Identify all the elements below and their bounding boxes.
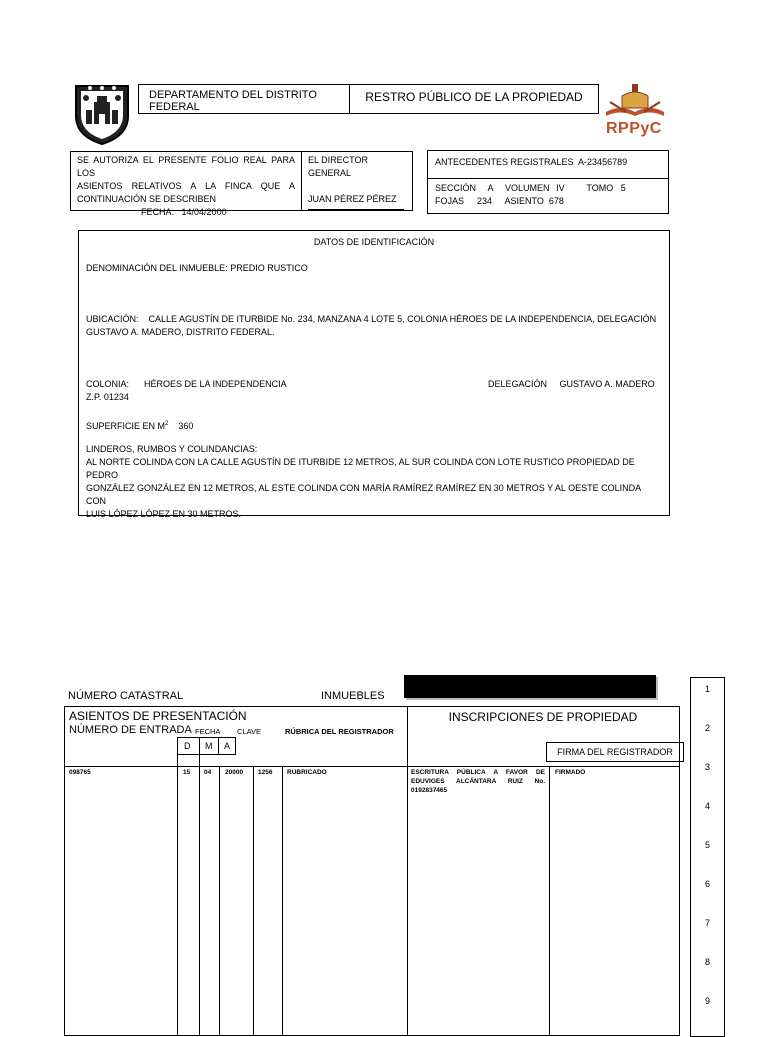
line-number: 5: [704, 840, 710, 850]
clave-cell: 1256: [258, 769, 273, 776]
column-divider: [549, 767, 550, 1035]
rubrica-header: RÚBRICA DEL REGISTRADOR: [285, 727, 394, 736]
dma-box: [177, 737, 236, 755]
delegacion-label: DELEGACIÓN: [488, 379, 548, 389]
authorization-box: [70, 151, 302, 217]
tomo-label: TOMO: [586, 183, 614, 193]
book-crest-icon: [600, 82, 670, 120]
colonia-label: COLONIA:: [86, 379, 130, 389]
asientos-title: ASIENTOS DE PRESENTACIÓN: [69, 709, 247, 723]
inscripcion-line3: 0192837465: [411, 787, 448, 794]
entrada-cell: 098765: [69, 769, 91, 776]
linderos-line3: LUIS LÓPEZ LÓPEZ EN 30 METROS.: [86, 509, 242, 519]
fojas-row: [435, 195, 665, 208]
line-number: 6: [704, 879, 710, 889]
rppyc-logo: [600, 82, 670, 142]
mes-header: M: [205, 741, 213, 751]
tomo-value: 5: [620, 183, 626, 193]
numero-catastral-label: NÚMERO CATASTRAL: [68, 690, 184, 702]
superficie-label: SUPERFICIE EN M: [86, 421, 166, 431]
authorization-date-row: [77, 206, 295, 219]
line-number: 4: [704, 801, 710, 811]
column-divider: [253, 767, 254, 1035]
director-box: [301, 151, 413, 211]
authorization-line3: CONTINUACIÓN SE DESCRIBEN: [77, 194, 217, 204]
column-divider: [282, 767, 283, 1035]
asiento-label: ASIENTO: [504, 196, 544, 206]
denominacion: DENOMINACIÓN DEL INMUEBLE: PREDIO RUSTICO: [86, 263, 308, 273]
inmuebles-label: INMUEBLES: [321, 690, 385, 702]
column-divider: [199, 737, 200, 1035]
delegacion-value: GUSTAVO A. MADERO: [559, 379, 655, 389]
registry-title: RESTRO PÚBLICO DE LA PROPIEDAD: [365, 90, 583, 104]
inscripcion-cell: [411, 768, 545, 795]
anio-cell: 20000: [225, 769, 244, 776]
dia-cell: 15: [183, 769, 191, 776]
department-box: [138, 84, 350, 114]
asiento-value: 678: [548, 196, 564, 206]
colonia-value: HÉROES DE LA INDEPENDENCIA: [144, 379, 287, 389]
line-number: 2: [704, 723, 710, 733]
line-number-column: [690, 677, 725, 1037]
antecedentes-box: [427, 150, 669, 214]
antecedentes-value: A-23456789: [578, 157, 628, 167]
identification-title: DATOS DE IDENTIFICACIÓN: [313, 237, 435, 247]
date-label: FECHA:: [141, 207, 175, 217]
clave-header: CLAVE: [237, 727, 262, 736]
colonia-row: [86, 378, 287, 391]
header-divider: [65, 766, 679, 767]
seccion-label: SECCIÓN: [435, 183, 477, 193]
logo-text: RPPyC: [606, 120, 662, 137]
linderos-line1: AL NORTE COLINDA CON LA CALLE AGUSTÍN DE ITURBIDE 12 METROS, AL SUR COLINDA CON LOTE RUSTICO PROPIEDAD DE PEDRO: [86, 457, 635, 480]
registry-box: [349, 84, 599, 114]
volumen-label: VOLUMEN: [505, 183, 550, 193]
signature-line: [308, 209, 404, 210]
antecedentes-divider: [428, 178, 668, 179]
mes-cell: 04: [204, 769, 212, 776]
director-label: EL DIRECTOR GENERAL: [308, 155, 369, 178]
line-number: 8: [704, 957, 710, 967]
zona-postal: Z.P. 01234: [86, 392, 129, 402]
column-divider: [219, 767, 220, 1035]
inscripcion-line2: EDUVIGES ALCÁNTARA RUIZ No.: [411, 778, 545, 785]
redacted-block: [404, 675, 656, 698]
department-title: DEPARTAMENTO DEL DISTRITO FEDERAL: [149, 89, 317, 113]
antecedentes-label: ANTECEDENTES REGISTRALES: [435, 157, 574, 167]
column-divider: [407, 707, 408, 1035]
seccion-row: [435, 182, 665, 195]
line-number: 3: [704, 762, 710, 772]
column-divider: [177, 737, 178, 1035]
superficie-sup: 2: [165, 421, 169, 427]
fecha-header: FECHA: [195, 727, 221, 736]
ubicacion-label: UBICACIÓN:: [86, 314, 139, 324]
line-number: 9: [704, 996, 710, 1006]
linderos: [86, 443, 662, 521]
dia-header: D: [184, 741, 191, 751]
inscripcion-line1: ESCRITURA PÚBLICA A FAVOR DE: [411, 769, 545, 776]
registry-table: [64, 706, 680, 1036]
authorization-line1: SE AUTORIZA EL PRESENTE FOLIO REAL PARA LOS: [77, 155, 295, 178]
rubrica-cell: RUBRICADO: [287, 769, 327, 776]
authorization-line2: ASIENTOS RELATIVOS A LA FINCA QUE A: [77, 181, 295, 191]
line-number: 1: [704, 684, 710, 694]
director-name: JUAN PÉREZ PÉREZ: [308, 194, 397, 204]
delegacion-row: [488, 378, 655, 391]
firma-cell: FIRMADO: [555, 769, 586, 776]
antecedentes-row: [428, 151, 668, 173]
ubicacion-line1: CALLE AGUSTÍN DE ITURBIDE No. 234, MANZANA 4 LOTE 5, COLONIA HÉROES DE LA INDEPENDENCIA, DELEGACIÓN: [148, 314, 657, 324]
anio-header: A: [224, 741, 231, 751]
ubicacion: [86, 313, 662, 339]
linderos-label: LINDEROS, RUMBOS Y COLINDANCIAS:: [86, 444, 258, 454]
volumen-value: IV: [556, 183, 565, 193]
superficie-row: [86, 418, 193, 433]
coat-of-arms-icon: [72, 82, 132, 146]
firma-header: FIRMA DEL REGISTRADOR: [546, 742, 684, 762]
date-value: 14/04/2000: [181, 207, 227, 217]
superficie-value: 360: [178, 421, 194, 431]
linderos-line2: GONZÁLEZ GONZÁLEZ EN 12 METROS, AL ESTE COLINDA CON MARÍA RAMÍREZ RAMÍREZ EN 30 METROS Y AL OESTE COLINDA CON: [86, 483, 641, 506]
fojas-label: FOJAS: [435, 196, 465, 206]
line-number: 7: [704, 918, 710, 928]
identification-box: [78, 230, 670, 519]
ubicacion-line2: GUSTAVO A. MADERO, DISTRITO FEDERAL.: [86, 327, 275, 337]
seccion-value: A: [487, 183, 494, 193]
numero-entrada-header: NÚMERO DE ENTRADA: [69, 724, 192, 736]
inscripciones-title: INSCRIPCIONES DE PROPIEDAD: [448, 710, 638, 724]
fojas-value: 234: [477, 196, 493, 206]
